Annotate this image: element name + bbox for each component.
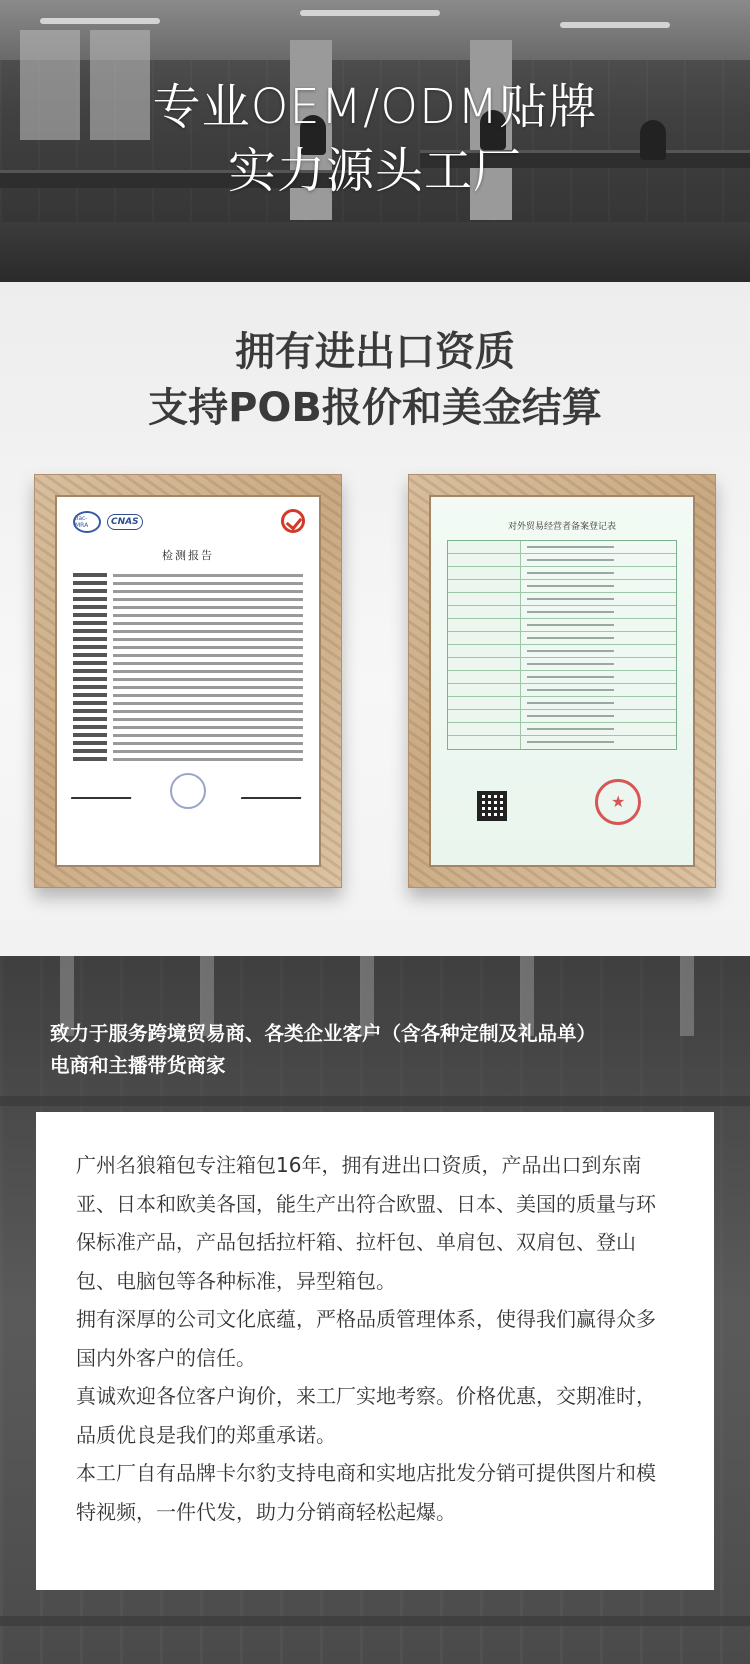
certifications-section [0, 282, 750, 956]
ceiling-light [300, 10, 440, 16]
trade-registration-heading: 对外贸易经营者备案登记表 [507, 522, 616, 532]
hero-title-line2: 实力源头工厂 [227, 143, 522, 199]
registration-form-grid [447, 540, 677, 750]
company-intro-paragraph: 广州名狼箱包专注箱包16年，拥有进出口资质，产品出口到东南亚、日本和欧美各国，能生产出符合欧盟、日本、美国的质量与环保标准产品，产品包括拉杆箱、拉杆包、单肩包、双肩包、登山包、电脑包等各种标准，异型箱包。 [76, 1153, 656, 1293]
company-culture-paragraph: 拥有深厚的公司文化底蕴，严格品质管理体系，使得我们赢得众多国内外客户的信任。 [76, 1307, 656, 1370]
hero-banner [0, 0, 750, 282]
qr-code-icon [477, 791, 507, 821]
ceiling-light [560, 22, 670, 28]
test-report-heading: 检测报告 [162, 549, 214, 562]
factory-rack [0, 1096, 750, 1106]
certifications-title-line1: 拥有进出口资质 [235, 329, 515, 375]
company-welcome-paragraph: 真诚欢迎各位客户询价，来工厂实地考察。价格优惠，交期准时，品质优良是我们的郑重承诺。 [76, 1384, 656, 1447]
company-section [0, 956, 750, 1664]
company-tagline-line2: 电商和主播带货商家 [50, 1054, 226, 1077]
test-report-fields [73, 573, 303, 761]
signature-scrawl [241, 783, 305, 799]
company-intro-card [36, 1112, 714, 1590]
red-seal-icon [595, 779, 641, 825]
ceiling-light [40, 18, 160, 24]
ilac-logo: ilac-MRA [73, 511, 101, 533]
signature-area [73, 773, 303, 809]
test-report-frame [34, 474, 342, 888]
blue-stamp-icon [170, 773, 206, 809]
trade-registration-frame [408, 474, 716, 888]
trade-registration-document [429, 495, 695, 867]
signature-scrawl [71, 783, 135, 799]
cnas-logo: CNAS [107, 514, 143, 530]
hero-title-line1: 专业OEM/ODM贴牌 [152, 79, 598, 135]
accreditation-logos [73, 511, 303, 533]
test-report-document [55, 495, 321, 867]
factory-rack [0, 1616, 750, 1626]
company-brand-paragraph: 本工厂自有品牌卡尔豹支持电商和实地店批发分销可提供图片和模特视频，一件代发，助力分销商轻松起爆。 [76, 1461, 656, 1524]
cma-check-icon [281, 509, 305, 533]
company-tagline-line1: 致力于服务跨境贸易商、各类企业客户（含各种定制及礼品单） [50, 1022, 597, 1045]
factory-floor [0, 222, 750, 282]
certifications-title-line2: 支持POB报价和美金结算 [148, 385, 602, 431]
